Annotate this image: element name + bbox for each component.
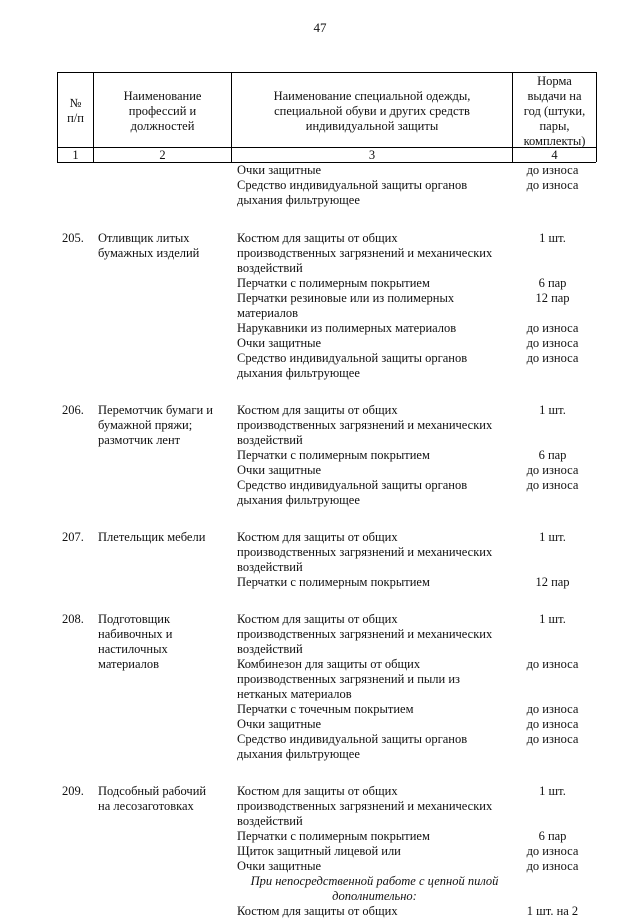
item-norm: 6 пар bbox=[538, 448, 567, 462]
item-name: Очки защитные bbox=[237, 336, 322, 350]
item-name: производственных загрязнений и механических bbox=[237, 246, 493, 260]
header-col1-line: № bbox=[69, 96, 82, 110]
item-name: производственных загрязнений и механических bbox=[237, 545, 493, 559]
profession-name: набивочных и bbox=[98, 627, 173, 641]
header-col1-line: п/п bbox=[67, 111, 84, 125]
item-name: Очки защитные bbox=[237, 859, 322, 873]
row-number: 205. bbox=[62, 231, 84, 245]
profession-name: Перемотчик бумаги и bbox=[98, 403, 213, 417]
profession-name: бумажной пряжи; bbox=[98, 418, 193, 432]
item-norm: до износа bbox=[526, 859, 579, 873]
item-name: производственных загрязнений и механических bbox=[237, 627, 493, 641]
column-number: 4 bbox=[551, 148, 558, 162]
profession-name: настилочных bbox=[98, 642, 168, 656]
item-norm: до износа bbox=[526, 351, 579, 365]
item-name: Перчатки резиновые или из полимерных bbox=[237, 291, 455, 305]
item-name: Очки защитные bbox=[237, 463, 322, 477]
item-name: воздействий bbox=[237, 433, 303, 447]
row-number: 208. bbox=[62, 612, 84, 626]
column-number: 1 bbox=[72, 148, 79, 162]
item-name: Нарукавники из полимерных материалов bbox=[237, 321, 457, 335]
header-col3-line: индивидуальной защиты bbox=[305, 119, 439, 133]
header-col2-line: Наименование bbox=[123, 89, 202, 103]
profession-name: Плетельщик мебели bbox=[98, 530, 206, 544]
profession-name: Отливщик литых bbox=[98, 231, 190, 245]
item-name: воздействий bbox=[237, 814, 303, 828]
note-text: При непосредственной работе с цепной пилой bbox=[250, 874, 499, 888]
row-number: 206. bbox=[62, 403, 84, 417]
item-norm: 1 шт. bbox=[539, 612, 566, 626]
item-norm: до износа bbox=[526, 478, 579, 492]
item-norm: 1 шт. bbox=[539, 784, 566, 798]
item-norm: до износа bbox=[526, 336, 579, 350]
item-name: Средство индивидуальной защиты органов bbox=[237, 351, 468, 365]
item-norm: 1 шт. на 2 bbox=[526, 904, 579, 918]
item-norm: 12 пар bbox=[535, 291, 570, 305]
header-col4-line: Норма bbox=[537, 74, 572, 88]
item-name: Средство индивидуальной защиты органов bbox=[237, 178, 468, 192]
item-norm: 6 пар bbox=[538, 276, 567, 290]
item-norm: 1 шт. bbox=[539, 231, 566, 245]
column-number: 2 bbox=[159, 148, 166, 162]
header-col4-line: пары, bbox=[539, 119, 570, 133]
item-name: дыхания фильтрующее bbox=[237, 493, 360, 507]
header-col2-line: профессий и bbox=[128, 104, 197, 118]
item-norm: 1 шт. bbox=[539, 530, 566, 544]
profession-name: материалов bbox=[98, 657, 160, 671]
item-norm: до износа bbox=[526, 732, 579, 746]
item-name: производственных загрязнений и механических bbox=[237, 418, 493, 432]
item-norm: до износа bbox=[526, 463, 579, 477]
item-norm: до износа bbox=[526, 163, 579, 177]
item-name: Средство индивидуальной защиты органов bbox=[237, 732, 468, 746]
header-col3-line: специальной обуви и других средств bbox=[274, 104, 470, 118]
item-name: Костюм для защиты от общих bbox=[237, 612, 398, 626]
item-name: Очки защитные bbox=[237, 163, 322, 177]
item-name: Комбинезон для защиты от общих bbox=[237, 657, 421, 671]
header-col2-line: должностей bbox=[130, 119, 195, 133]
item-name: Перчатки с полимерным покрытием bbox=[237, 448, 430, 462]
header-col3-line: Наименование специальной одежды, bbox=[273, 89, 471, 103]
item-name: Костюм для защиты от общих bbox=[237, 231, 398, 245]
profession-name: Подготовщик bbox=[98, 612, 171, 626]
item-name: нетканых материалов bbox=[237, 687, 352, 701]
item-norm: 1 шт. bbox=[539, 403, 566, 417]
header-col4-line: комплекты) bbox=[523, 134, 586, 148]
header-col4-line: год (штуки, bbox=[523, 104, 586, 118]
item-norm: 12 пар bbox=[535, 575, 570, 589]
profession-name: на лесозаготовках bbox=[98, 799, 194, 813]
item-name: Перчатки с точечным покрытием bbox=[237, 702, 414, 716]
column-number: 3 bbox=[368, 148, 376, 162]
profession-name: Подсобный рабочий bbox=[98, 784, 207, 798]
item-name: Щиток защитный лицевой или bbox=[237, 844, 401, 858]
profession-name: размотчик лент bbox=[98, 433, 181, 447]
item-name: Перчатки с полимерным покрытием bbox=[237, 829, 430, 843]
item-name: Костюм для защиты от общих bbox=[237, 904, 398, 918]
header-top-rule bbox=[57, 72, 596, 73]
note-text: дополнительно: bbox=[332, 889, 417, 903]
item-name: производственных загрязнений и механических bbox=[237, 799, 493, 813]
item-norm: до износа bbox=[526, 844, 579, 858]
row-number: 209. bbox=[62, 784, 84, 798]
item-name: дыхания фильтрующее bbox=[237, 193, 360, 207]
item-norm: 6 пар bbox=[538, 829, 567, 843]
item-norm: до износа bbox=[526, 702, 579, 716]
item-name: Перчатки с полимерным покрытием bbox=[237, 276, 430, 290]
column-divider bbox=[596, 72, 597, 162]
item-norm: до износа bbox=[526, 717, 579, 731]
header-col4-line: выдачи на bbox=[527, 89, 582, 103]
page-number: 47 bbox=[313, 20, 327, 35]
profession-name: бумажных изделий bbox=[98, 246, 200, 260]
item-name: дыхания фильтрующее bbox=[237, 366, 360, 380]
item-name: воздействий bbox=[237, 560, 303, 574]
item-name: Костюм для защиты от общих bbox=[237, 784, 398, 798]
item-norm: до износа bbox=[526, 178, 579, 192]
item-name: Средство индивидуальной защиты органов bbox=[237, 478, 468, 492]
item-norm: до износа bbox=[526, 321, 579, 335]
item-norm: до износа bbox=[526, 657, 579, 671]
item-name: Перчатки с полимерным покрытием bbox=[237, 575, 430, 589]
item-name: Костюм для защиты от общих bbox=[237, 530, 398, 544]
item-name: воздействий bbox=[237, 261, 303, 275]
item-name: дыхания фильтрующее bbox=[237, 747, 360, 761]
row-number: 207. bbox=[62, 530, 84, 544]
item-name: Очки защитные bbox=[237, 717, 322, 731]
item-name: производственных загрязнений и пыли из bbox=[237, 672, 460, 686]
item-name: Костюм для защиты от общих bbox=[237, 403, 398, 417]
item-name: воздействий bbox=[237, 642, 303, 656]
item-name: материалов bbox=[237, 306, 299, 320]
